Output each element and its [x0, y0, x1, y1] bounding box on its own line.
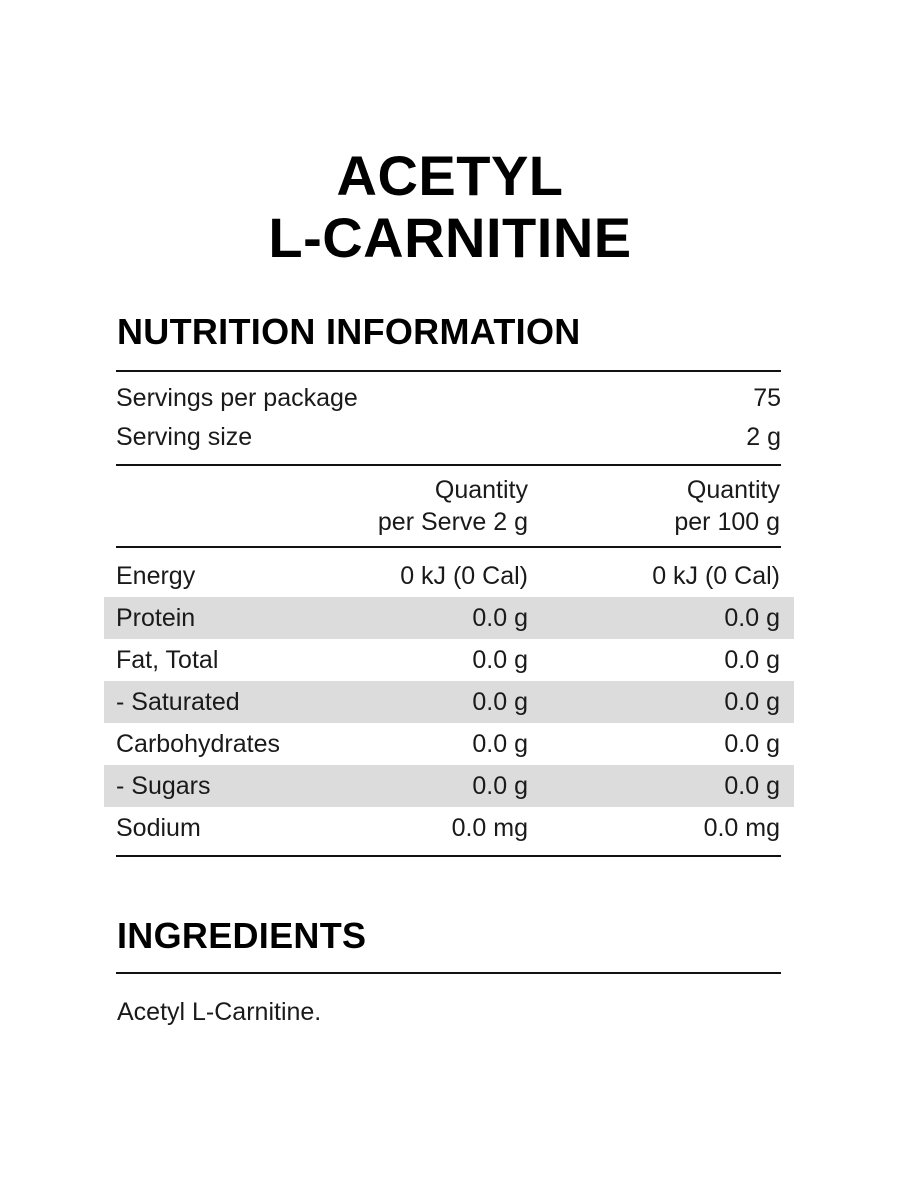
nutrient-per-100g: 0 kJ (0 Cal) [652, 562, 780, 590]
servings-per-package-label: Servings per package [116, 384, 358, 412]
ingredients-list: Acetyl L-Carnitine. [117, 998, 322, 1026]
column-header-per-serve [378, 474, 528, 538]
serving-size-row [116, 417, 781, 457]
column-header-per-serve-line-1: Quantity [434, 476, 528, 504]
nutrient-per-serve: 0.0 g [472, 646, 528, 674]
column-header-per-100g-line-2: per 100 g [674, 508, 780, 536]
nutrient-per-100g: 0.0 mg [703, 814, 780, 842]
nutrient-per-serve: 0.0 g [472, 730, 528, 758]
nutrient-label: - Saturated [116, 688, 240, 716]
servings-per-package-value: 75 [753, 384, 781, 412]
column-header-per-100g [674, 474, 780, 538]
nutrient-per-serve: 0.0 g [472, 604, 528, 632]
column-header-per-100g-line-1: Quantity [686, 476, 780, 504]
nutrient-label: Carbohydrates [116, 730, 280, 758]
serving-size-value: 2 g [746, 423, 781, 451]
nutrition-bottom-rule [116, 855, 781, 857]
nutrient-row-saturated [104, 681, 794, 723]
serving-info-rule [116, 464, 781, 466]
nutrient-per-serve: 0.0 g [472, 688, 528, 716]
nutrition-top-rule [116, 370, 781, 372]
product-title-line-2: L-CARNITINE [268, 206, 632, 269]
nutrient-row-protein [104, 597, 794, 639]
nutrient-per-serve: 0.0 g [472, 772, 528, 800]
nutrient-label: Fat, Total [116, 646, 219, 674]
nutrient-per-100g: 0.0 g [724, 646, 780, 674]
ingredients-heading: INGREDIENTS [117, 915, 367, 956]
nutrition-heading: NUTRITION INFORMATION [117, 311, 581, 352]
nutrient-per-100g: 0.0 g [724, 730, 780, 758]
nutrient-row-fat-total [104, 639, 794, 681]
column-header-rule [116, 546, 781, 548]
nutrient-row-sugars [104, 765, 794, 807]
nutrient-per-serve: 0 kJ (0 Cal) [400, 562, 528, 590]
nutrient-per-100g: 0.0 g [724, 688, 780, 716]
nutrient-per-100g: 0.0 g [724, 772, 780, 800]
nutrient-row-sodium [104, 807, 794, 849]
nutrient-label: Protein [116, 604, 196, 632]
nutrient-label: Energy [116, 562, 196, 590]
nutrient-label: Sodium [116, 814, 201, 842]
serving-size-label: Serving size [116, 423, 253, 451]
nutrient-per-100g: 0.0 g [724, 604, 780, 632]
ingredients-rule [116, 972, 781, 974]
nutrient-row-carbohydrates [104, 723, 794, 765]
nutrient-row-energy [104, 555, 794, 597]
nutrient-label: - Sugars [116, 772, 211, 800]
product-title [0, 145, 900, 269]
servings-per-package-row [116, 378, 781, 418]
column-header-per-serve-line-2: per Serve 2 g [377, 508, 528, 536]
product-title-line-1: ACETYL [336, 144, 564, 207]
nutrient-per-serve: 0.0 mg [451, 814, 528, 842]
